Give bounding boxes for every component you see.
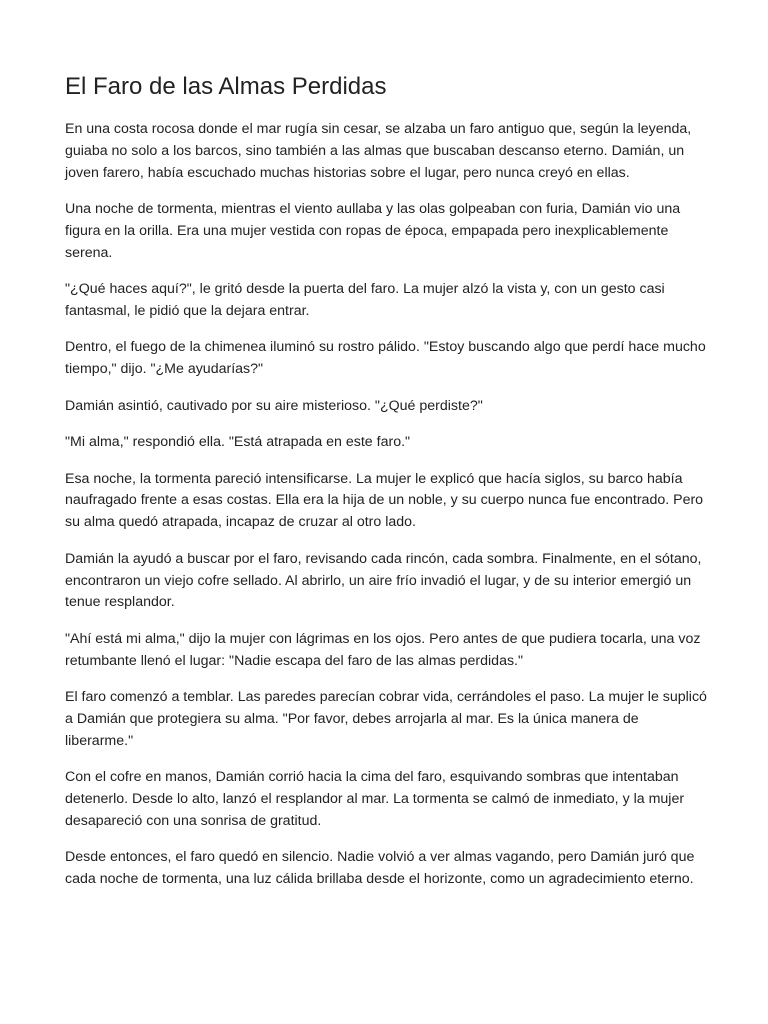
paragraph: El faro comenzó a temblar. Las paredes parecían cobrar vida, cerrándoles el paso. La mujer le suplicó a Damián que protegiera su alma. "Por favor, debes arrojarla al mar. Es la única manera de liberarme." <box>65 689 707 749</box>
paragraph: "¿Qué haces aquí?", le gritó desde la puerta del faro. La mujer alzó la vista y, con un gesto casi fantasmal, le pidió que la dejara entrar. <box>65 281 665 319</box>
paragraph: Con el cofre en manos, Damián corrió hacia la cima del faro, esquivando sombras que intentaban detenerlo. Desde lo alto, lanzó el resplandor al mar. La tormenta se calmó de inmediato, y la mujer desapareció con una sonrisa de gratitud. <box>65 769 685 829</box>
paragraph: Damián asintió, cautivado por su aire misterioso. "¿Qué perdiste?" <box>65 397 483 414</box>
paragraph: "Mi alma," respondió ella. "Está atrapada en este faro." <box>65 434 411 451</box>
paragraph: Desde entonces, el faro quedó en silencio. Nadie volvió a ver almas vagando, pero Damián juró que cada noche de tormenta, una luz cálida brillaba desde el horizonte, como un agradecimiento eterno. <box>65 849 695 888</box>
paragraph: Esa noche, la tormenta pareció intensificarse. La mujer le explicó que hacía siglos, su barco había naufragado frente a esas costas. Ella era la hija de un noble, y su cuerpo nunca fue encontrado. Pero su alma quedó atrapada, incapaz de cruzar al otro lado. <box>65 470 704 531</box>
paragraph: Dentro, el fuego de la chimenea iluminó su rostro pálido. "Estoy buscando algo que perdí hace mucho tiempo," dijo. "¿Me ayudarías?" <box>65 339 706 378</box>
paragraph: Damián la ayudó a buscar por el faro, revisando cada rincón, cada sombra. Finalmente, en el sótano, encontraron un viejo cofre sellado. Al abrirlo, un aire frío invadió el lugar, y de su interior emergió un tenue resplandor. <box>65 550 702 611</box>
paragraph: "Ahí está mi alma," dijo la mujer con lágrimas en los ojos. Pero antes de que pudiera tocarla, una voz retumbante llenó el lugar: "Nadie escapa del faro de las almas perdidas." <box>65 630 701 669</box>
paragraph: Una noche de tormenta, mientras el viento aullaba y las olas golpeaban con furia, Damián vio una figura en la orilla. Era una mujer vestida con ropas de época, empapada pero inexplicablemente serena. <box>65 201 681 261</box>
document-title: El Faro de las Almas Perdidas <box>65 73 387 100</box>
document-page <box>65 72 710 906</box>
paragraph: En una costa rocosa donde el mar rugía sin cesar, se alzaba un faro antiguo que, según la leyenda, guiaba no solo a los barcos, sino también a las almas que buscaban descanso eterno. Damián, un joven farero, había escuchado muchas historias sobre el lugar, pero nunca creyó en ellas. <box>65 121 692 181</box>
